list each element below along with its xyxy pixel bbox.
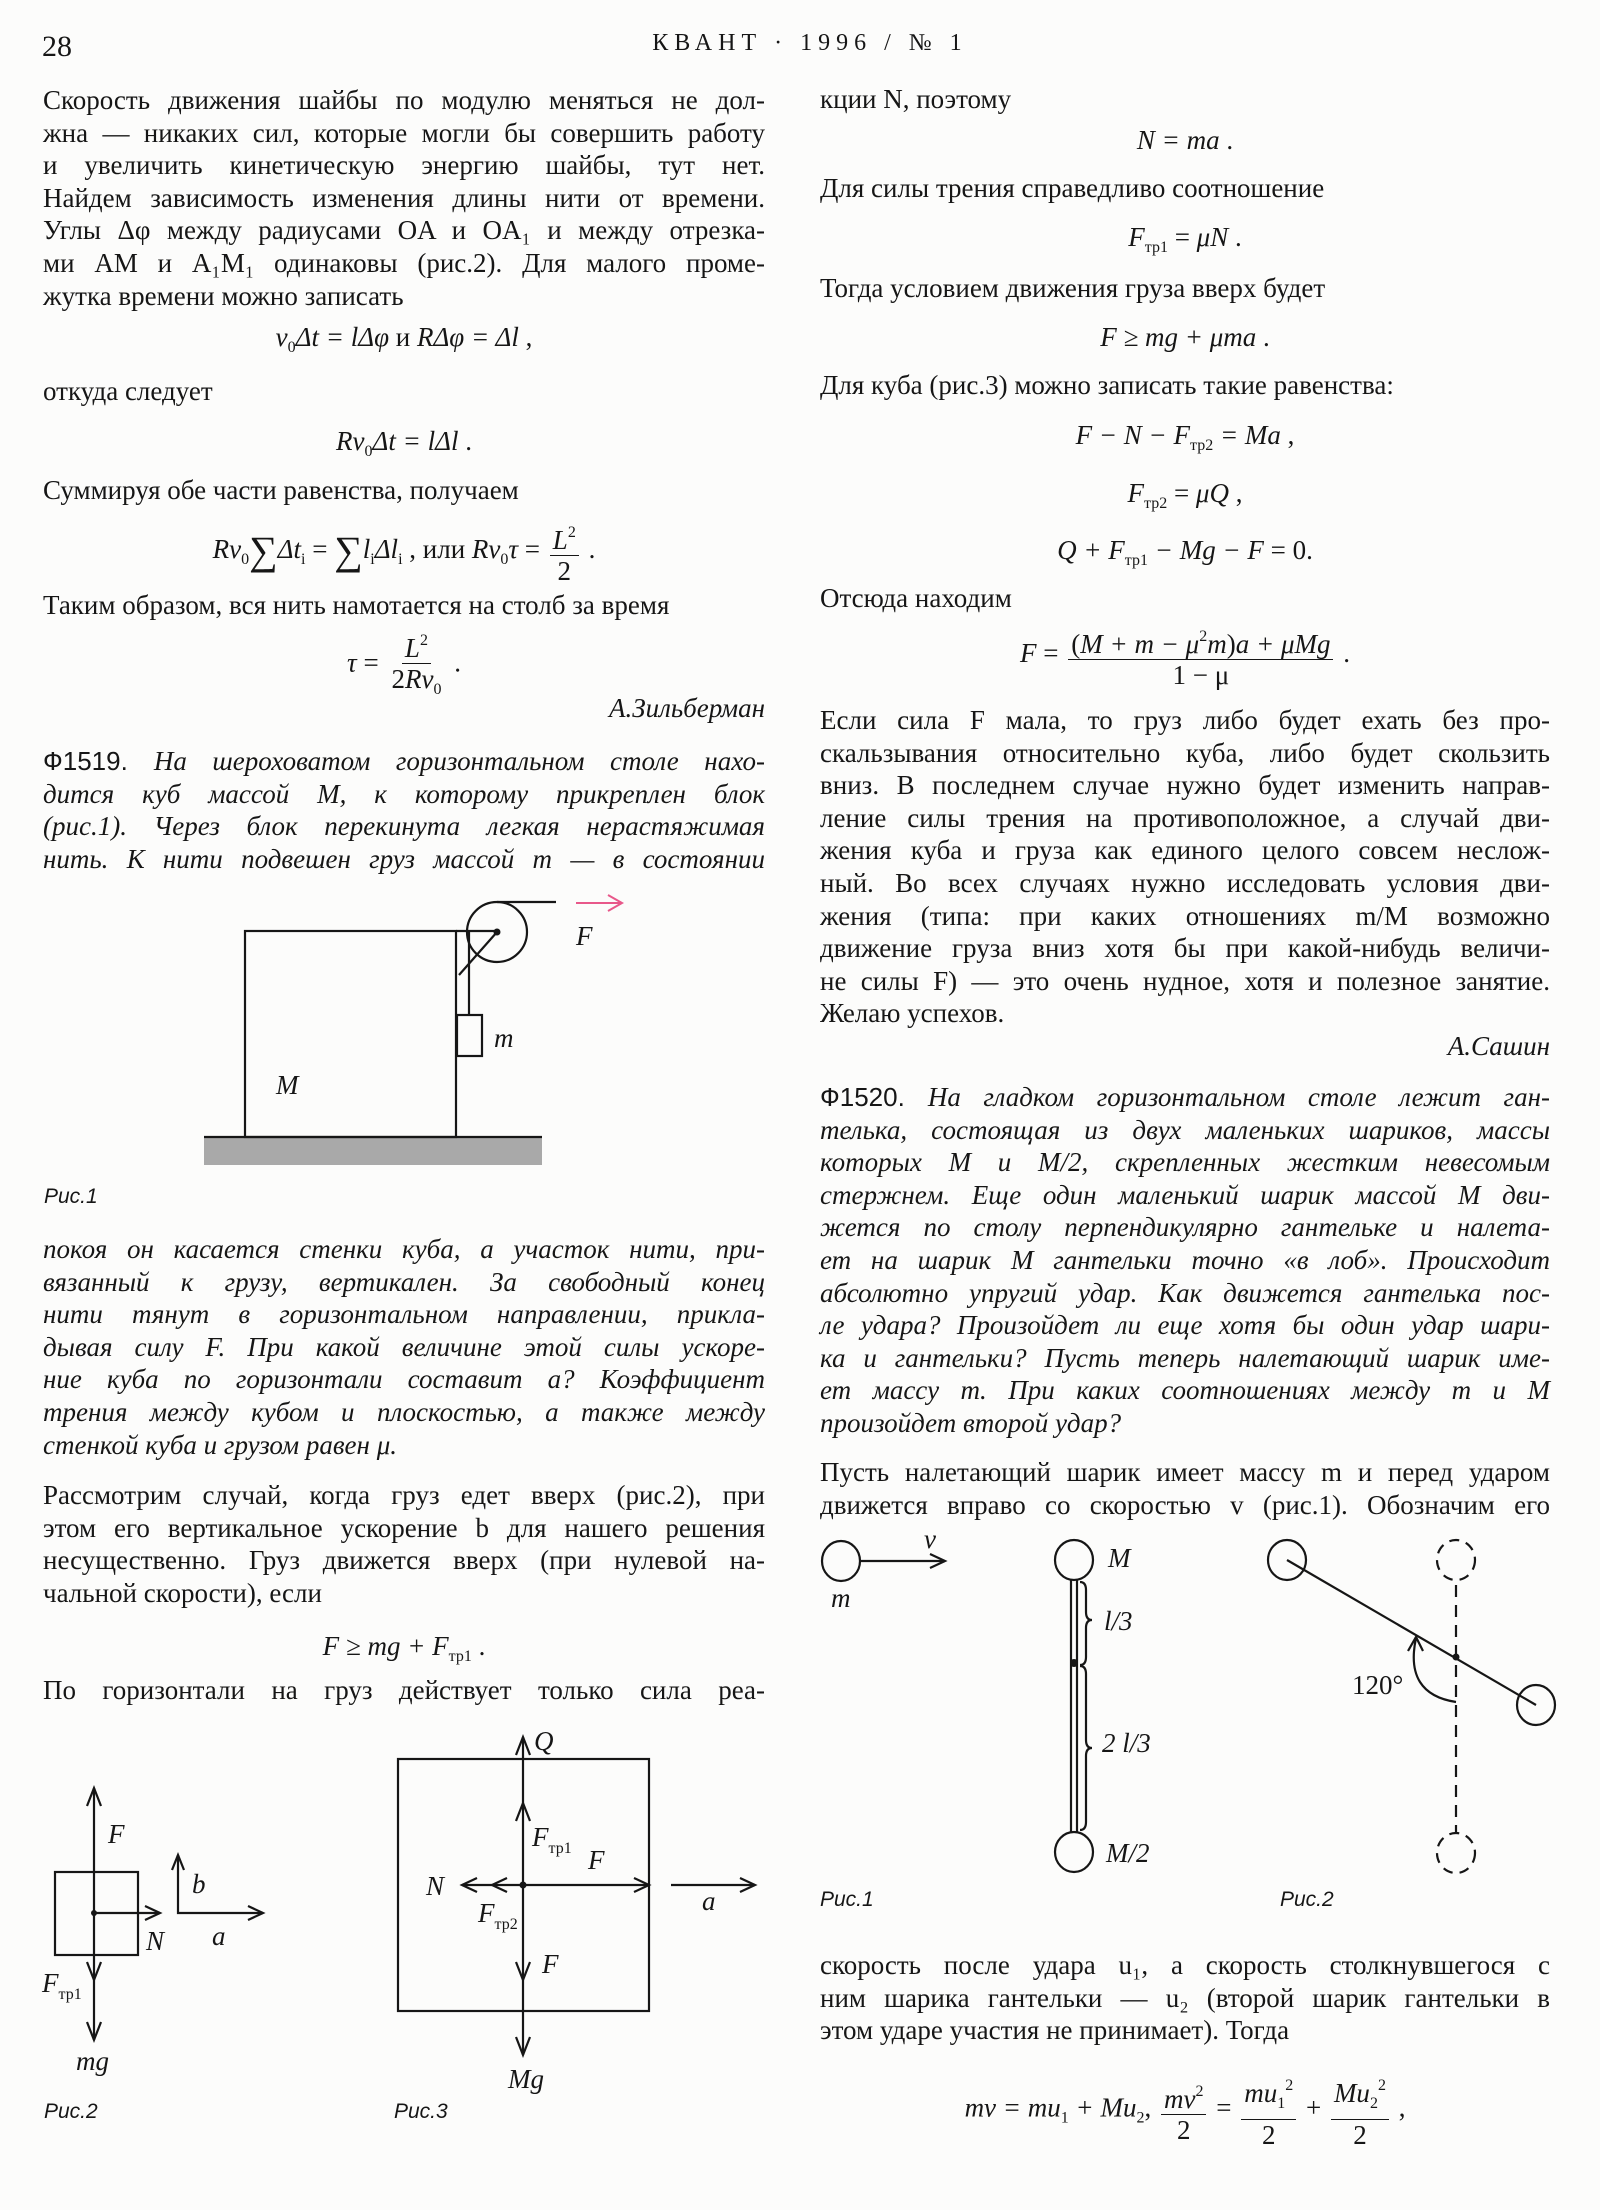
incoming-ball: [822, 1541, 860, 1581]
problem-text: На шероховатом горизонтальном столе нахо-: [153, 746, 765, 776]
acceleration-axes: [178, 1855, 263, 1913]
math-italic: = Ma: [1213, 420, 1281, 450]
label-mg: mg: [76, 2046, 109, 2076]
text-line: не силы F) — это очень нудное, хотя и полезное занятие.: [820, 965, 1550, 996]
text-line: покоя он касается стенки куба, а участок нити, при-: [43, 1234, 765, 1264]
label-M-half: M/2: [1106, 1838, 1150, 1868]
text-line: Таким образом, вся нить намотается на столб за время: [43, 590, 670, 620]
text-line: ет на шарик M гантельки точно «в лоб». Происходит: [820, 1244, 1550, 1275]
figure-caption: Рис.2: [1280, 1888, 1334, 1911]
pulley-bracket: [459, 932, 497, 975]
math-italic: Mu: [1333, 2078, 1370, 2108]
superscript: 2: [1285, 2077, 1294, 2094]
center-of-mass: [1070, 1659, 1078, 1667]
math-italic: Δt = lΔl: [372, 426, 459, 456]
figure-caption: Рис.2: [44, 2100, 98, 2123]
figure-rotated-dumbbell: [1268, 1540, 1555, 1911]
math-roman: .: [447, 647, 461, 678]
text-line: Тогда условием движения груза вверх будет: [820, 273, 1326, 303]
figure-cube-forces: [394, 1726, 755, 2123]
math-italic: μN: [1196, 222, 1229, 252]
math-roman: ,: [1391, 2092, 1406, 2123]
math-italic: F ≥ mg + F: [322, 1631, 449, 1661]
math-roman: ,: [1228, 478, 1243, 508]
math-roman: ,: [1144, 2092, 1158, 2123]
figure-load-forces: [41, 1788, 263, 2123]
math-roman: .: [1228, 222, 1242, 252]
math-italic: L: [404, 633, 420, 663]
text-line: скальзывания относительно куба, либо будет скользить: [820, 737, 1550, 768]
math-italic: M + m − μ: [1080, 629, 1200, 659]
label-small-mass: m: [494, 1023, 514, 1053]
math-italic: L: [552, 525, 568, 555]
math-roman: ,: [1280, 420, 1295, 450]
text-line: жения куба и груза как единого целого совсем неслож-: [820, 835, 1550, 866]
text-line: дывая силу F. При какой величине этой силы ускоре-: [43, 1331, 765, 1362]
text-line: Скорость движения шайбы по модулю меняться не дол-: [43, 85, 765, 115]
math-roman: (: [1071, 629, 1081, 659]
label-N: N: [146, 1926, 165, 1956]
text-line: движется вправо со скоростью v (рис.1). Обозначим его: [820, 1489, 1550, 1520]
subscript: i: [398, 551, 403, 569]
brace-upper: [1080, 1582, 1092, 1665]
text-line: Суммируя обе части равенства, получаем: [43, 475, 519, 505]
hanging-weight: [457, 1015, 482, 1056]
force-arrow: [576, 895, 622, 911]
subscript: тр1: [1144, 239, 1168, 256]
math-roman: +: [1299, 2092, 1328, 2123]
sum-symbol: ∑: [249, 528, 278, 574]
subscript: тр1: [448, 1648, 472, 1665]
math-italic: Rv: [336, 426, 365, 456]
math-italic: F ≥ mg + μma: [1100, 322, 1257, 352]
label-friction: $F_{тр1}$: [42, 1968, 82, 2003]
math-roman: 1 − μ: [1172, 660, 1230, 690]
math-roman: .: [1219, 125, 1234, 155]
math-italic: Rv: [471, 534, 501, 565]
ball-initial-dashed: [1437, 1833, 1475, 1873]
math-italic: Δt: [277, 534, 302, 565]
text-line: жения (типа: при каких отношениях m/M возможно: [820, 900, 1550, 931]
text-line: откуда следует: [43, 376, 213, 406]
text-line: жется по столу перпендикулярно гантельке и налета-: [820, 1212, 1550, 1243]
math-roman: =: [1036, 638, 1066, 669]
label-N: N: [426, 1871, 445, 1901]
subscript: 1: [1277, 2095, 1286, 2112]
text-line: стенкой куба и грузом равен μ.: [43, 1429, 397, 1460]
math-roman: = 0.: [1263, 535, 1313, 565]
author-signature: А.Зильберман: [608, 693, 765, 723]
text-line: телька, состоящая из двух маленьких шариков, массы: [820, 1114, 1550, 1145]
math-italic: τ: [347, 647, 357, 678]
math-italic: τ: [508, 534, 519, 565]
text-line: Углы Δφ между радиусами OA и OA₁ и между отрезка-: [43, 215, 765, 246]
subscript: тр1: [1124, 552, 1148, 569]
math-italic: m: [1207, 629, 1227, 659]
label-F-horizontal: F: [588, 1845, 605, 1875]
label-force: F: [576, 921, 593, 951]
label-l-third: l/3: [1104, 1606, 1133, 1636]
label-Mg: Mg: [508, 2064, 544, 2094]
subscript: тр2: [1190, 437, 1214, 454]
text-line: ный. Во всех случаях нужно исследовать условия дви-: [820, 867, 1550, 898]
ball-initial-dashed: [1437, 1540, 1475, 1580]
math-roman: и: [389, 322, 417, 352]
subscript: 1: [1060, 2109, 1069, 2127]
figure-dumbbell: [820, 1524, 1151, 1911]
text-line: скорость после удара u₁, а скорость столкнувшегося с: [820, 1950, 1550, 1980]
text-line: ление силы трения на противоположное, а случай дви-: [820, 802, 1550, 833]
superscript: 2: [1199, 628, 1208, 645]
text-line: Найдем зависимость изменения длины нити от времени.: [43, 182, 765, 213]
subscript: i: [301, 551, 306, 569]
text-line: Желаю успехов.: [820, 998, 1005, 1029]
text-line: ет массу m. При каких соотношениях между m и M: [820, 1375, 1550, 1406]
math-roman: .: [1256, 322, 1270, 352]
math-roman: =: [305, 534, 335, 565]
subscript: 0: [500, 551, 509, 569]
math-roman: 2: [557, 556, 572, 586]
ball-M: [1055, 1540, 1093, 1580]
math-roman: .: [458, 426, 472, 456]
text-line: Если сила F мала, то груз либо будет ехать без про-: [820, 705, 1550, 735]
label-a: a: [212, 1921, 226, 1951]
math-italic: F: [1020, 638, 1037, 669]
text-line: нити тянут в горизонтальном направлении, прикла-: [43, 1299, 765, 1330]
math-italic: + Mu: [1068, 2092, 1137, 2123]
math-italic: mv = mu: [964, 2092, 1061, 2123]
author-signature: А.Сашин: [1447, 1031, 1550, 1061]
math-italic: Δt = lΔφ: [295, 322, 390, 352]
math-italic: l: [362, 534, 371, 565]
label-M: M: [1108, 1543, 1131, 1573]
text-line: Для силы трения справедливо соотношение: [820, 173, 1325, 203]
math-roman: =: [1209, 2092, 1239, 2123]
text-line: произойдет второй удар?: [820, 1407, 1122, 1438]
center-point: [520, 1882, 527, 1889]
pivot: [1453, 1654, 1460, 1661]
text-line: этом его вертикальное ускорение b для нашего решения: [43, 1512, 765, 1543]
text-line: абсолютно упругий удар. Как движется гантелька пос-: [820, 1277, 1550, 1308]
math-italic: Δl: [374, 534, 399, 565]
text-line: ка и гантельки? Пусть теперь налетающий шарик име-: [820, 1342, 1550, 1373]
math-italic: a + μMg: [1235, 629, 1331, 659]
running-header: КВАНТ · 1996 / № 1: [652, 30, 968, 56]
text-line: несущественно. Груз движется вверх (при нулевой на-: [43, 1545, 765, 1576]
label-a: a: [702, 1886, 716, 1916]
math-italic: Rv: [212, 534, 242, 565]
math-roman: =: [1167, 478, 1196, 508]
subscript: 0: [241, 551, 250, 569]
ground-hatch: [204, 1137, 542, 1165]
label-v: v: [924, 1524, 936, 1554]
pulley-axis: [494, 929, 501, 936]
page-number: 28: [42, 30, 72, 63]
text-line: ми AM и A₁M₁ одинаковы (рис.2). Для малого проме-: [43, 247, 765, 278]
math-italic: mu: [1244, 2078, 1278, 2108]
text-line: жутка времени можно записать: [43, 280, 404, 311]
figure-cube-pulley: [44, 895, 622, 1208]
math-roman: 2: [1261, 2120, 1276, 2150]
math-roman: .: [581, 534, 596, 565]
cube: [245, 931, 456, 1137]
superscript: 2: [1195, 2082, 1204, 2100]
math-roman: 2: [1176, 2114, 1191, 2145]
rod-rotated: [1287, 1560, 1536, 1705]
text-line: движение груза вниз хотя бы при какой-нибудь величи-: [820, 933, 1550, 964]
math-italic: N = ma: [1136, 125, 1220, 155]
text-line: и увеличить кинетическую энергию шайбы, тут нет.: [43, 150, 765, 181]
subscript: 2: [1136, 2109, 1145, 2127]
subscript: 0: [364, 443, 373, 460]
text-line: трения между кубом и плоскостью, а также между: [43, 1396, 765, 1427]
math-roman: ,: [518, 322, 533, 352]
text-line: (рис.1). Через блок перекинута легкая нерастяжимая: [43, 811, 765, 842]
text-line: По горизонтали на груз действует только сила реа-: [43, 1675, 765, 1705]
math-roman: 2: [391, 664, 405, 694]
label-two-l-third: 2 l/3: [1102, 1728, 1151, 1758]
label-angle: 120°: [1352, 1670, 1404, 1700]
problem-number: Ф1519.: [43, 746, 154, 776]
superscript: 2: [567, 524, 576, 541]
text-line: этом ударе участия не принимает). Тогда: [820, 2015, 1290, 2046]
text-line: ние куба по горизонтали составит a? Коэффициент: [43, 1364, 765, 1395]
math-roman: =: [1167, 222, 1197, 252]
label-friction-1: $F_{тр1}$: [532, 1822, 572, 1857]
math-italic: v: [275, 322, 288, 352]
text-line: ле удара? Произойдет ли еще хотя бы один удар шари-: [820, 1310, 1550, 1341]
text-line: которых M и M/2, скрепленных жестким невесомым: [820, 1147, 1550, 1178]
label-m: m: [831, 1583, 851, 1613]
math-roman: =: [518, 534, 547, 565]
math-roman: .: [471, 1631, 486, 1661]
text-line: нить. К нити подвешен груз массой m — в состоянии: [43, 843, 765, 874]
math-italic: Q + F: [1057, 535, 1125, 565]
figure-caption: Рис.1: [44, 1185, 98, 1208]
subscript: i: [370, 551, 375, 569]
brace-lower: [1080, 1666, 1092, 1830]
problem-text: На гладком горизонтальном столе лежит ган-: [927, 1082, 1550, 1112]
math-roman: .: [1336, 638, 1350, 669]
text-line: кции N, поэтому: [820, 84, 1012, 114]
subscript: 0: [433, 681, 442, 698]
math-italic: F − N − F: [1075, 420, 1191, 450]
math-roman: , или: [402, 534, 472, 565]
problem-number: Ф1520.: [820, 1082, 928, 1112]
math-roman: ): [1226, 629, 1236, 659]
superscript: 2: [1377, 2077, 1386, 2094]
math-italic: − Mg − F: [1147, 535, 1264, 565]
math-italic: F: [1127, 478, 1144, 508]
text-line: Рассмотрим случай, когда груз едет вверх (рис.2), при: [43, 1480, 765, 1510]
math-italic: RΔφ = Δl: [416, 322, 519, 352]
math-roman: =: [356, 647, 386, 678]
label-b: b: [192, 1869, 206, 1899]
ball-M-half: [1055, 1832, 1093, 1872]
text-line: вниз. В последнем случае нужно будет изменить направ-: [820, 770, 1550, 801]
text-line: жна — никаких сил, которые могли бы совершить работу: [43, 117, 765, 148]
figure-caption: Рис.3: [394, 2100, 448, 2123]
label-F-vertical: F: [542, 1949, 559, 1979]
text-line: вязанный к грузу, вертикален. За свободный конец: [43, 1266, 765, 1297]
label-F: F: [108, 1819, 125, 1849]
text-line: дится куб массой M, к которому прикреплен блок: [43, 778, 765, 809]
text-line: Отсюда находим: [820, 583, 1012, 613]
subscript: 0: [287, 339, 296, 356]
figure-caption: Рис.1: [820, 1888, 874, 1911]
label-Q: Q: [534, 1726, 554, 1756]
math-roman: 2: [1353, 2120, 1367, 2150]
label-friction-2: $F_{тр2}$: [478, 1898, 518, 1933]
subscript: 2: [1369, 2095, 1378, 2112]
subscript: тр2: [1144, 495, 1168, 512]
text-line: ним шарика гантельки — u₂ (второй шарик гантельки в: [820, 1982, 1550, 2013]
math-italic: mv: [1163, 2083, 1196, 2114]
math-italic: Rv: [404, 664, 434, 694]
sum-symbol: ∑: [334, 528, 363, 574]
text-line: Для куба (рис.3) можно записать такие равенства:: [820, 370, 1394, 400]
text-line: Пусть налетающий шарик имеет массу m и перед ударом: [820, 1457, 1550, 1487]
text-line: чальной скорости), если: [43, 1577, 322, 1608]
label-big-mass: M: [276, 1070, 299, 1100]
math-italic: F: [1128, 222, 1145, 252]
superscript: 2: [419, 632, 428, 649]
math-italic: μQ: [1195, 478, 1229, 508]
text-line: стержнем. Еще один маленький шарик массой M дви-: [820, 1179, 1550, 1210]
